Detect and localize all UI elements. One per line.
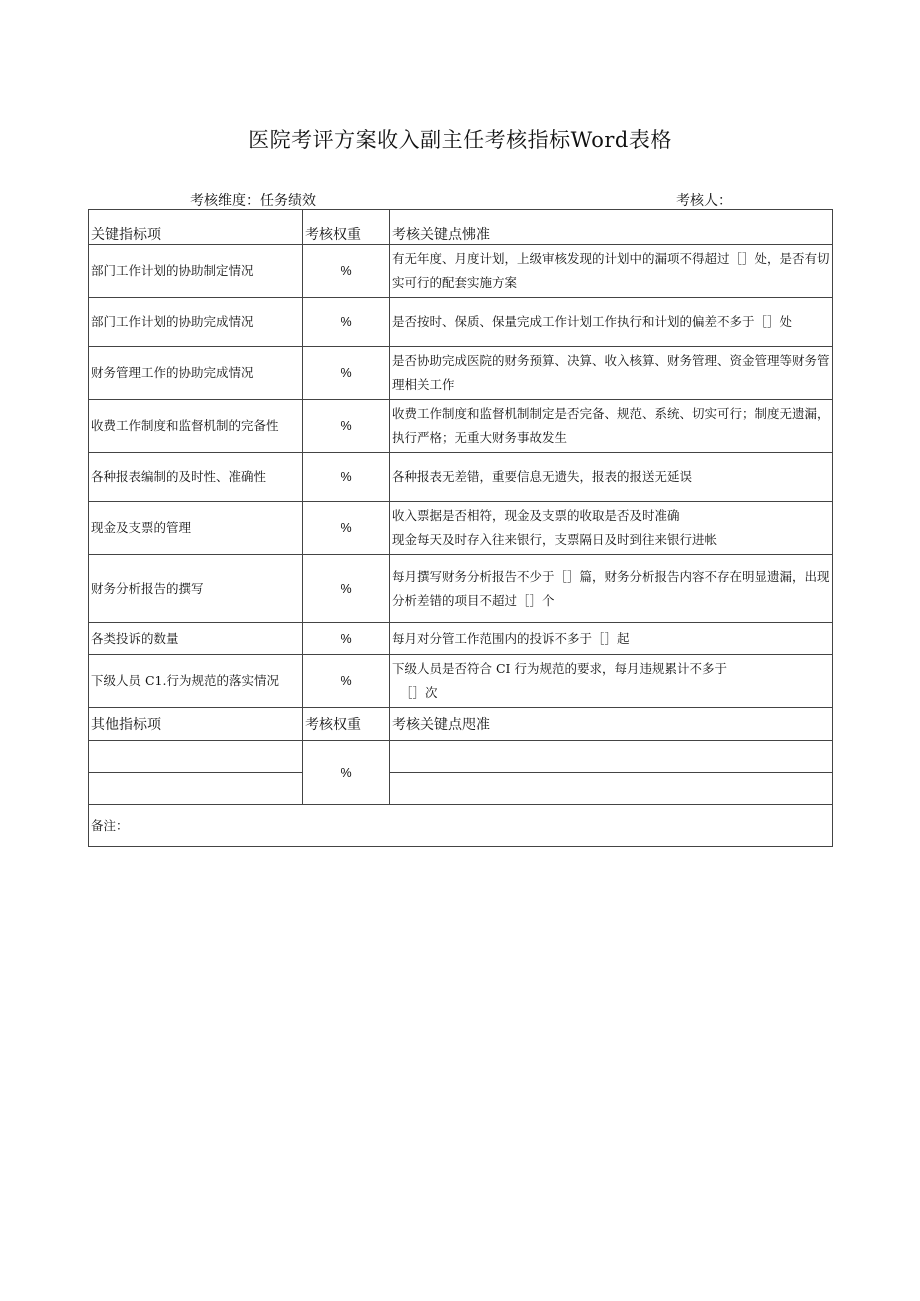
indicator-name: 下级人员 C1.行为规范的落实情况 — [89, 655, 303, 708]
other-indicator-criteria — [390, 773, 833, 805]
other-indicator-criteria — [390, 741, 833, 773]
header-other-weight: 考核权重 — [303, 708, 390, 741]
indicator-criteria: 收费工作制度和监督机制制定是否完备、规范、系统、切实可行；制度无遗漏，执行严格；无重大财务事故发生 — [390, 400, 833, 453]
table-row — [89, 245, 833, 298]
assessment-dimension: 考核维度：任务绩效 — [190, 192, 316, 208]
table-row — [89, 453, 833, 502]
header-weight: 考核权重 — [303, 210, 390, 245]
header-other-indicator: 其他指标项 — [89, 708, 303, 741]
indicator-name: 现金及支票的管理 — [89, 502, 303, 555]
indicator-criteria — [390, 502, 833, 555]
other-indicator-name — [89, 773, 303, 805]
indicator-name: 财务分析报告的撰写 — [89, 555, 303, 623]
criteria-line: 下级人员是否符合 CI 行为规范的要求，每月违规累计不多于 — [392, 661, 727, 676]
table-row — [89, 655, 833, 708]
notes-label: 备注： — [89, 805, 833, 847]
document-title: 医院考评方案收入副主任考核指标Word表格 — [248, 128, 672, 152]
table-header-row — [89, 210, 833, 245]
table-row — [89, 741, 833, 773]
other-header-row — [89, 708, 833, 741]
criteria-line: 收入票据是否相符，现金及支票的收取是否及时准确 — [392, 508, 680, 523]
indicator-criteria: 有无年度、月度计划，上级审核发现的计划中的漏项不得超过［］处，是否有切实可行的配套实施方案 — [390, 245, 833, 298]
table-row — [89, 555, 833, 623]
criteria-line: 现金每天及时存入往来银行，支票隔日及时到往来银行进帐 — [392, 532, 718, 547]
header-other-criteria: 考核关键点咫准 — [390, 708, 833, 741]
indicator-weight: % — [303, 245, 390, 298]
indicator-criteria: 是否协助完成医院的财务预算、决算、收入核算、财务管理、资金管理等财务管理相关工作 — [390, 347, 833, 400]
notes-row — [89, 805, 833, 847]
indicator-name: 部门工作计划的协助制定情况 — [89, 245, 303, 298]
table-row — [89, 502, 833, 555]
other-indicator-weight: % — [303, 741, 390, 805]
indicator-criteria — [390, 655, 833, 708]
indicator-criteria: 各种报表无差错，重要信息无遗失，报表的报送无延误 — [390, 453, 833, 502]
assessment-table — [88, 209, 833, 847]
indicator-name: 各类投诉的数量 — [89, 623, 303, 655]
indicator-weight: % — [303, 400, 390, 453]
indicator-weight: % — [303, 502, 390, 555]
indicator-weight: % — [303, 623, 390, 655]
other-indicator-name — [89, 741, 303, 773]
indicator-name: 各种报表编制的及时性、准确性 — [89, 453, 303, 502]
indicator-weight: % — [303, 347, 390, 400]
indicator-weight: % — [303, 298, 390, 347]
indicator-weight: % — [303, 453, 390, 502]
table-row — [89, 400, 833, 453]
indicator-criteria: 每月撰写财务分析报告不少于［］篇，财务分析报告内容不存在明显遗漏，出现分析差错的项目不超过［］个 — [390, 555, 833, 623]
indicator-name: 部门工作计划的协助完成情况 — [89, 298, 303, 347]
table-row — [89, 347, 833, 400]
indicator-name: 收费工作制度和监督机制的完备性 — [89, 400, 303, 453]
table-row — [89, 623, 833, 655]
indicator-criteria: 每月对分管工作范围内的投诉不多于［］起 — [390, 623, 833, 655]
assessor-label: 考核人： — [676, 192, 732, 208]
indicator-weight: % — [303, 555, 390, 623]
table-row — [89, 298, 833, 347]
table-row — [89, 773, 833, 805]
header-criteria: 考核关键点怫准 — [390, 210, 833, 245]
indicator-criteria: 是否按时、保质、保量完成工作计划工作执行和计划的偏差不多于［］处 — [390, 298, 833, 347]
criteria-line: ［］次 — [400, 685, 438, 700]
indicator-name: 财务管理工作的协助完成情况 — [89, 347, 303, 400]
indicator-weight: % — [303, 655, 390, 708]
header-key-indicator: 关键指标项 — [89, 210, 303, 245]
